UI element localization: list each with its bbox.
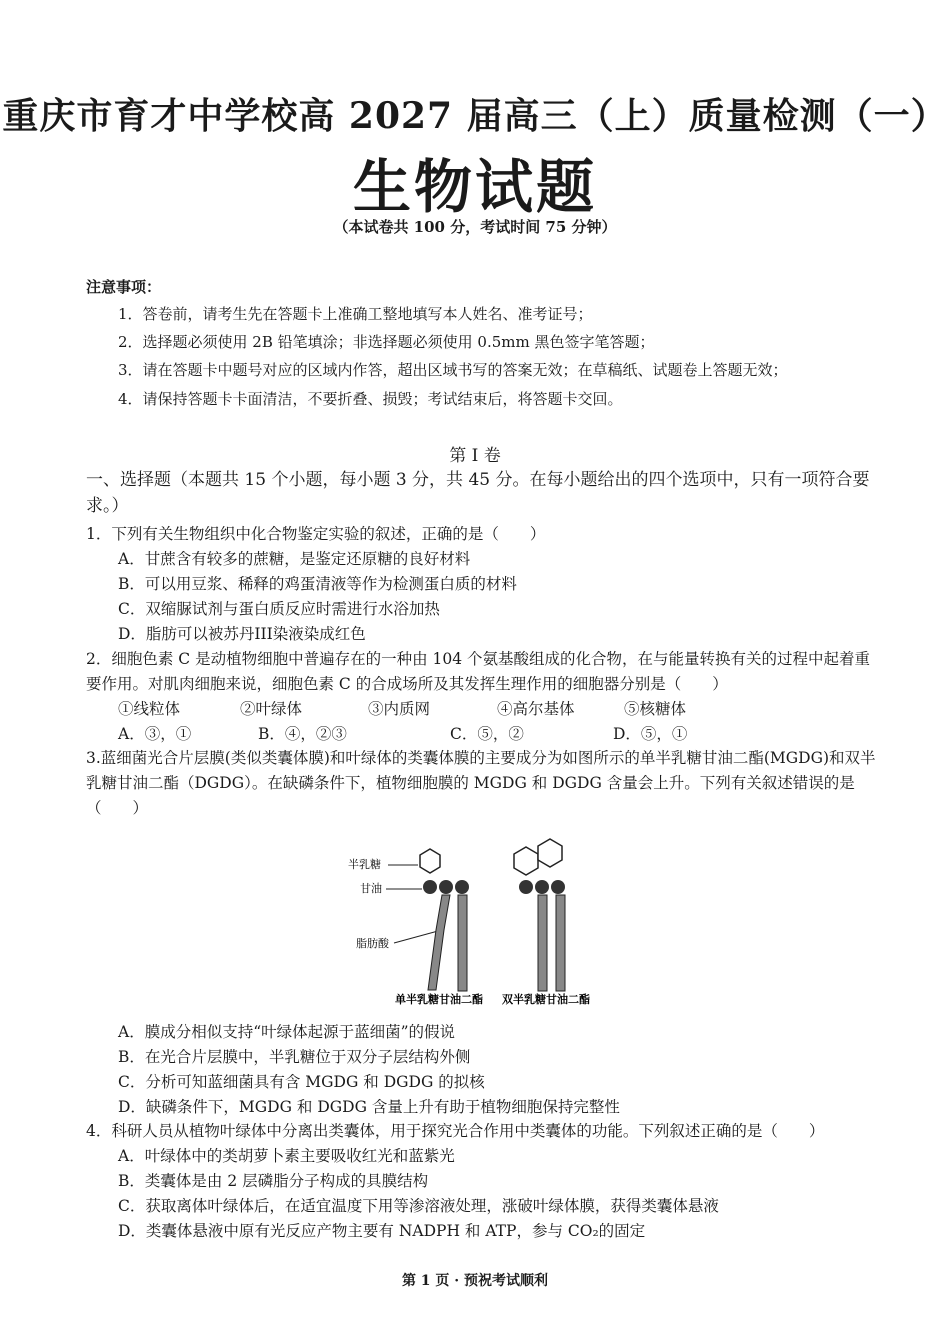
- q2-option-c: C．⑤，②: [450, 725, 524, 743]
- mgdg-molecule: [395, 849, 483, 1006]
- dgdg-molecule: [502, 839, 590, 1006]
- organelle-item: ②叶绿体: [240, 700, 303, 718]
- q4-option-c: C．获取离体叶绿体后，在适宜温度下用等渗溶液处理，涨破叶绿体膜，获得类囊体悬液: [118, 1197, 719, 1215]
- notes-heading: 注意事项：: [86, 278, 162, 296]
- q4-option-a: A．叶绿体中的类胡萝卜素主要吸收红光和蓝紫光: [118, 1147, 455, 1165]
- exam-title: 重庆市育才中学校高 2027 届高三（上）质量检测（一）: [2, 95, 948, 137]
- organelle-item: ①线粒体: [118, 700, 181, 718]
- lipid-structure-diagram: [330, 835, 630, 1010]
- q3-option-a: A．膜成分相似支持“叶绿体起源于蓝细菌”的假说: [118, 1023, 456, 1041]
- caption-mgdg: 单半乳糖甘油二酯: [395, 993, 483, 1006]
- note-item: 4．请保持答题卡卡面清洁，不要折叠、损毁；考试结束后，将答题卡交回。: [118, 390, 623, 408]
- note-item: 2．选择题必须使用 2B 铅笔填涂；非选择题必须使用 0.5mm 黑色签字笔答题；: [118, 333, 655, 351]
- q3-option-b: B．在光合片层膜中，半乳糖位于双分子层结构外侧: [118, 1048, 471, 1066]
- question-4-stem: 4．科研人员从植物叶绿体中分离出类囊体，用于探究光合作用中类囊体的功能。下列叙述正确的是（ ）: [86, 1122, 825, 1140]
- q2-option-a: A．③，①: [118, 725, 192, 743]
- question-3-stem: 3.蓝细菌光合片层膜(类似类囊体膜)和叶绿体的类囊体膜的主要成分为如图所示的单半乳糖甘油二酯(MGDG)和双半乳糖甘油二酯（DGDG）。在缺磷条件下，植物细胞膜的 MGDG 和 DGDG 含量会上升。下列有关叙述错误的是（ ）: [86, 749, 876, 817]
- section-heading: 一、选择题（本题共 15 个小题，每小题 3 分，共 45 分。在每小题给出的四个选项中，只有一项符合要求。）: [86, 470, 870, 516]
- organelle-item: ③内质网: [368, 700, 431, 718]
- label-fatty-acid: 脂肪酸: [356, 937, 389, 950]
- note-item: 3．请在答题卡中题号对应的区域内作答，超出区域书写的答案无效；在草稿纸、试题卷上答题无效；: [118, 361, 788, 379]
- organelle-item: ⑤核糖体: [624, 700, 687, 718]
- note-item: 1．答卷前，请考生先在答题卡上准确工整地填写本人姓名、准考证号；: [118, 305, 593, 323]
- question-1-stem: 1．下列有关生物组织中化合物鉴定实验的叙述，正确的是（ ）: [86, 525, 546, 543]
- q1-option-d: D．脂肪可以被苏丹III染液染成红色: [118, 625, 366, 643]
- subject-title: 生物试题: [352, 153, 597, 221]
- label-glycerol: 甘油: [360, 882, 382, 895]
- q3-option-d: D．缺磷条件下，MGDG 和 DGDG 含量上升有助于植物细胞保持完整性: [118, 1098, 620, 1116]
- question-2-stem: 2．细胞色素 C 是动植物细胞中普遍存在的一种由 104 个氨基酸组成的化合物，在与能量转换有关的过程中起着重要作用。对肌肉细胞来说，细胞色素 C 的合成场所及其发挥生理作用的细胞器分别是（ ）: [86, 650, 871, 693]
- q2-option-b: B．④，②③: [258, 725, 347, 743]
- q1-option-b: B．可以用豆浆、稀释的鸡蛋清液等作为检测蛋白质的材料: [118, 575, 517, 593]
- exam-info: （本试卷共 100 分，考试时间 75 分钟）: [333, 218, 617, 236]
- q1-option-c: C．双缩脲试剂与蛋白质反应时需进行水浴加热: [118, 600, 440, 618]
- label-galactose: 半乳糖: [348, 858, 381, 871]
- caption-dgdg: 双半乳糖甘油二酯: [502, 993, 590, 1006]
- q4-option-b: B．类囊体是由 2 层磷脂分子构成的具膜结构: [118, 1172, 429, 1190]
- organelle-item: ④高尔基体: [497, 700, 575, 718]
- page-footer: 第 1 页 · 预祝考试顺利: [401, 1273, 549, 1289]
- q4-option-d: D．类囊体悬液中原有光反应产物主要有 NADPH 和 ATP，参与 CO₂的固定: [118, 1222, 646, 1240]
- q1-option-a: A．甘蔗含有较多的蔗糖，是鉴定还原糖的良好材料: [118, 550, 471, 568]
- q2-option-d: D．⑤，①: [613, 725, 688, 743]
- volume-heading: 第 I 卷: [449, 446, 501, 466]
- q3-option-c: C．分析可知蓝细菌具有含 MGDG 和 DGDG 的拟核: [118, 1073, 485, 1091]
